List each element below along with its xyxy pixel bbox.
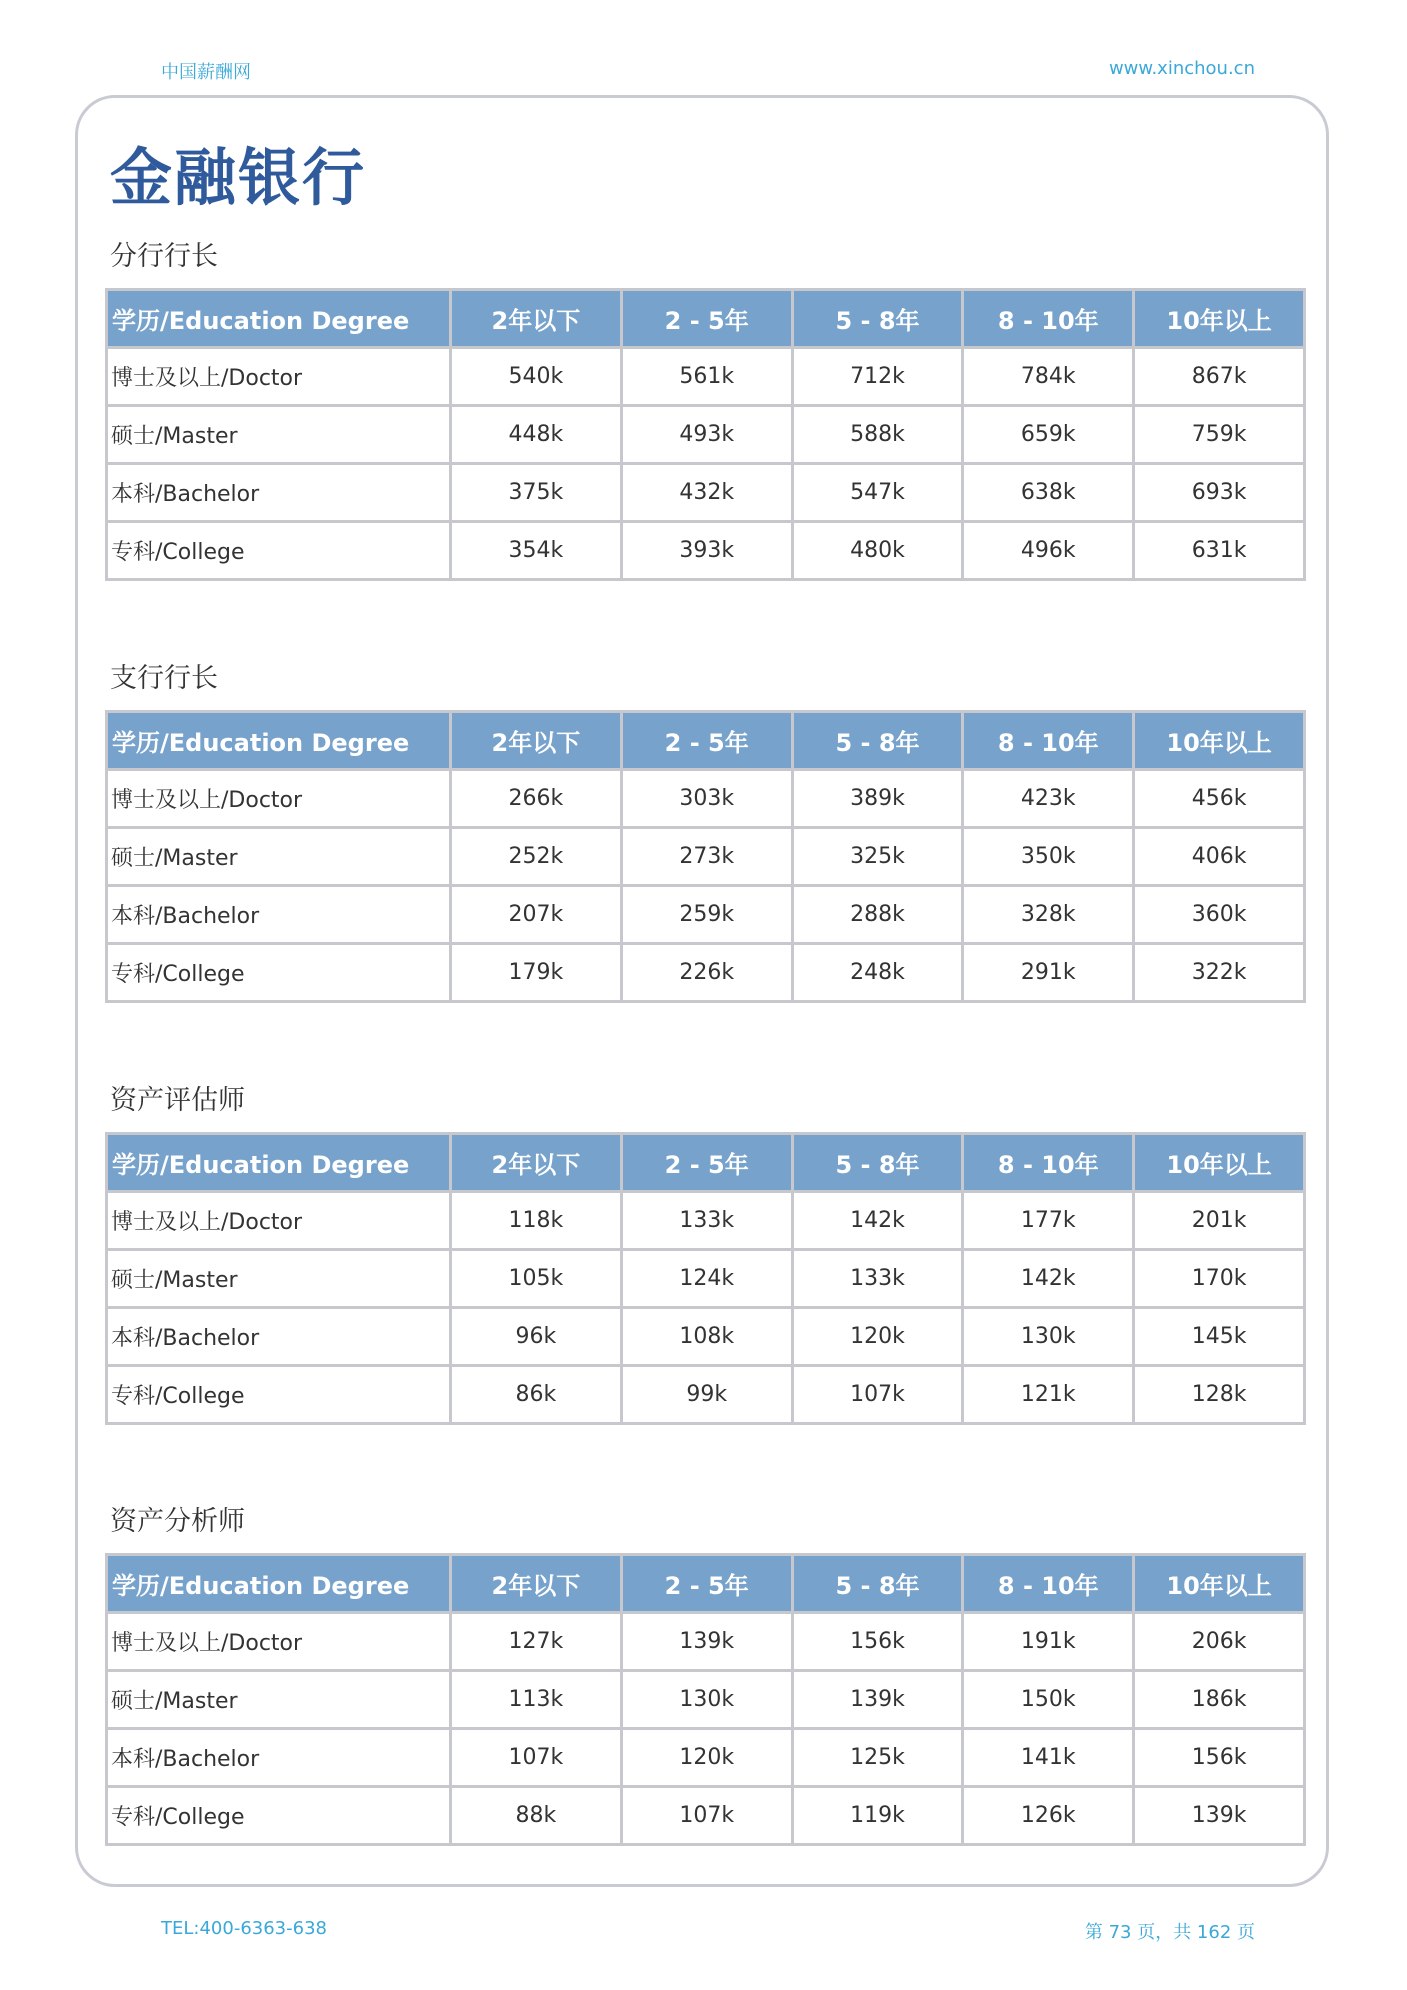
salary-cell: 105k bbox=[451, 1250, 622, 1308]
table-row bbox=[107, 1671, 1305, 1729]
table-header-row bbox=[107, 1555, 1305, 1613]
salary-cell: 638k bbox=[963, 464, 1134, 522]
table-row bbox=[107, 1729, 1305, 1787]
column-header-experience: 10年以上 bbox=[1134, 290, 1305, 348]
table-row bbox=[107, 406, 1305, 464]
column-header-experience: 8 - 10年 bbox=[963, 1555, 1134, 1613]
contact-phone: TEL:400-6363-638 bbox=[161, 1918, 327, 1939]
column-header-experience: 2 - 5年 bbox=[621, 1134, 792, 1192]
salary-cell: 118k bbox=[451, 1192, 622, 1250]
salary-cell: 448k bbox=[451, 406, 622, 464]
salary-cell: 322k bbox=[1134, 944, 1305, 1002]
salary-cell: 561k bbox=[621, 348, 792, 406]
table-row bbox=[107, 1192, 1305, 1250]
site-name: 中国薪酬网 bbox=[161, 62, 251, 83]
degree-cell: 硕士/Master bbox=[107, 828, 451, 886]
table-row bbox=[107, 828, 1305, 886]
salary-cell: 191k bbox=[963, 1613, 1134, 1671]
column-header-degree: 学历/Education Degree bbox=[107, 1555, 451, 1613]
degree-cell: 本科/Bachelor bbox=[107, 886, 451, 944]
column-header-experience: 8 - 10年 bbox=[963, 290, 1134, 348]
degree-cell: 硕士/Master bbox=[107, 406, 451, 464]
salary-cell: 354k bbox=[451, 522, 622, 580]
table-header-row bbox=[107, 712, 1305, 770]
salary-section bbox=[105, 238, 1303, 581]
column-header-experience: 10年以上 bbox=[1134, 1555, 1305, 1613]
salary-table bbox=[105, 710, 1306, 1003]
salary-cell: 108k bbox=[621, 1308, 792, 1366]
salary-cell: 139k bbox=[792, 1671, 963, 1729]
page-title: 金融银行 bbox=[110, 141, 367, 214]
column-header-experience: 2 - 5年 bbox=[621, 1555, 792, 1613]
salary-cell: 107k bbox=[792, 1366, 963, 1424]
salary-cell: 423k bbox=[963, 770, 1134, 828]
table-row bbox=[107, 348, 1305, 406]
column-header-experience: 2年以下 bbox=[451, 712, 622, 770]
page-number: 第 73 页，共 162 页 bbox=[1084, 1922, 1255, 1943]
column-header-experience: 2 - 5年 bbox=[621, 290, 792, 348]
degree-cell: 博士及以上/Doctor bbox=[107, 1613, 451, 1671]
column-header-experience: 2年以下 bbox=[451, 1134, 622, 1192]
salary-cell: 273k bbox=[621, 828, 792, 886]
salary-section bbox=[105, 1503, 1303, 1846]
salary-cell: 693k bbox=[1134, 464, 1305, 522]
salary-section bbox=[105, 660, 1303, 1003]
salary-cell: 540k bbox=[451, 348, 622, 406]
salary-table bbox=[105, 1132, 1306, 1425]
salary-cell: 120k bbox=[621, 1729, 792, 1787]
salary-cell: 291k bbox=[963, 944, 1134, 1002]
salary-cell: 179k bbox=[451, 944, 622, 1002]
salary-section bbox=[105, 1082, 1303, 1425]
salary-cell: 288k bbox=[792, 886, 963, 944]
salary-cell: 496k bbox=[963, 522, 1134, 580]
table-row bbox=[107, 1250, 1305, 1308]
salary-cell: 206k bbox=[1134, 1613, 1305, 1671]
salary-cell: 99k bbox=[621, 1366, 792, 1424]
column-header-experience: 10年以上 bbox=[1134, 712, 1305, 770]
salary-cell: 432k bbox=[621, 464, 792, 522]
salary-cell: 303k bbox=[621, 770, 792, 828]
column-header-experience: 5 - 8年 bbox=[792, 290, 963, 348]
salary-cell: 107k bbox=[621, 1787, 792, 1845]
salary-cell: 130k bbox=[963, 1308, 1134, 1366]
salary-cell: 141k bbox=[963, 1729, 1134, 1787]
salary-cell: 139k bbox=[621, 1613, 792, 1671]
salary-cell: 156k bbox=[792, 1613, 963, 1671]
column-header-degree: 学历/Education Degree bbox=[107, 1134, 451, 1192]
column-header-experience: 5 - 8年 bbox=[792, 1555, 963, 1613]
site-url[interactable]: www.xinchou.cn bbox=[1108, 58, 1255, 79]
degree-cell: 博士及以上/Doctor bbox=[107, 770, 451, 828]
salary-cell: 139k bbox=[1134, 1787, 1305, 1845]
degree-cell: 专科/College bbox=[107, 944, 451, 1002]
salary-cell: 201k bbox=[1134, 1192, 1305, 1250]
salary-cell: 107k bbox=[451, 1729, 622, 1787]
salary-cell: 145k bbox=[1134, 1308, 1305, 1366]
table-row bbox=[107, 1366, 1305, 1424]
salary-cell: 867k bbox=[1134, 348, 1305, 406]
salary-cell: 712k bbox=[792, 348, 963, 406]
column-header-experience: 8 - 10年 bbox=[963, 712, 1134, 770]
salary-cell: 406k bbox=[1134, 828, 1305, 886]
column-header-experience: 5 - 8年 bbox=[792, 1134, 963, 1192]
salary-cell: 177k bbox=[963, 1192, 1134, 1250]
degree-cell: 博士及以上/Doctor bbox=[107, 1192, 451, 1250]
salary-table bbox=[105, 288, 1306, 581]
salary-cell: 128k bbox=[1134, 1366, 1305, 1424]
salary-cell: 113k bbox=[451, 1671, 622, 1729]
salary-cell: 588k bbox=[792, 406, 963, 464]
salary-cell: 121k bbox=[963, 1366, 1134, 1424]
salary-cell: 360k bbox=[1134, 886, 1305, 944]
section-title: 支行行长 bbox=[110, 663, 218, 694]
salary-cell: 759k bbox=[1134, 406, 1305, 464]
section-title: 分行行长 bbox=[110, 241, 218, 272]
salary-cell: 226k bbox=[621, 944, 792, 1002]
salary-cell: 133k bbox=[621, 1192, 792, 1250]
salary-cell: 88k bbox=[451, 1787, 622, 1845]
table-row bbox=[107, 1787, 1305, 1845]
salary-cell: 96k bbox=[451, 1308, 622, 1366]
section-title: 资产分析师 bbox=[110, 1506, 245, 1537]
salary-cell: 631k bbox=[1134, 522, 1305, 580]
salary-cell: 252k bbox=[451, 828, 622, 886]
salary-cell: 130k bbox=[621, 1671, 792, 1729]
column-header-degree: 学历/Education Degree bbox=[107, 290, 451, 348]
salary-cell: 124k bbox=[621, 1250, 792, 1308]
salary-cell: 119k bbox=[792, 1787, 963, 1845]
degree-cell: 硕士/Master bbox=[107, 1671, 451, 1729]
salary-cell: 456k bbox=[1134, 770, 1305, 828]
salary-cell: 170k bbox=[1134, 1250, 1305, 1308]
salary-cell: 547k bbox=[792, 464, 963, 522]
table-row bbox=[107, 770, 1305, 828]
salary-cell: 375k bbox=[451, 464, 622, 522]
salary-cell: 150k bbox=[963, 1671, 1134, 1729]
salary-cell: 350k bbox=[963, 828, 1134, 886]
degree-cell: 专科/College bbox=[107, 1787, 451, 1845]
table-row bbox=[107, 944, 1305, 1002]
salary-cell: 186k bbox=[1134, 1671, 1305, 1729]
column-header-experience: 5 - 8年 bbox=[792, 712, 963, 770]
column-header-experience: 8 - 10年 bbox=[963, 1134, 1134, 1192]
table-header-row bbox=[107, 290, 1305, 348]
salary-cell: 142k bbox=[792, 1192, 963, 1250]
column-header-experience: 2年以下 bbox=[451, 1555, 622, 1613]
column-header-experience: 2 - 5年 bbox=[621, 712, 792, 770]
salary-cell: 393k bbox=[621, 522, 792, 580]
table-row bbox=[107, 522, 1305, 580]
table-row bbox=[107, 1613, 1305, 1671]
salary-cell: 259k bbox=[621, 886, 792, 944]
salary-cell: 126k bbox=[963, 1787, 1134, 1845]
table-row bbox=[107, 464, 1305, 522]
salary-cell: 480k bbox=[792, 522, 963, 580]
section-title: 资产评估师 bbox=[110, 1085, 245, 1116]
degree-cell: 专科/College bbox=[107, 522, 451, 580]
salary-cell: 125k bbox=[792, 1729, 963, 1787]
salary-cell: 133k bbox=[792, 1250, 963, 1308]
salary-cell: 142k bbox=[963, 1250, 1134, 1308]
degree-cell: 博士及以上/Doctor bbox=[107, 348, 451, 406]
column-header-experience: 10年以上 bbox=[1134, 1134, 1305, 1192]
salary-cell: 207k bbox=[451, 886, 622, 944]
salary-cell: 328k bbox=[963, 886, 1134, 944]
salary-cell: 248k bbox=[792, 944, 963, 1002]
table-header-row bbox=[107, 1134, 1305, 1192]
salary-table bbox=[105, 1553, 1306, 1846]
salary-cell: 120k bbox=[792, 1308, 963, 1366]
salary-cell: 127k bbox=[451, 1613, 622, 1671]
salary-cell: 266k bbox=[451, 770, 622, 828]
salary-cell: 659k bbox=[963, 406, 1134, 464]
column-header-degree: 学历/Education Degree bbox=[107, 712, 451, 770]
degree-cell: 专科/College bbox=[107, 1366, 451, 1424]
table-row bbox=[107, 886, 1305, 944]
column-header-experience: 2年以下 bbox=[451, 290, 622, 348]
salary-cell: 784k bbox=[963, 348, 1134, 406]
degree-cell: 本科/Bachelor bbox=[107, 464, 451, 522]
salary-cell: 86k bbox=[451, 1366, 622, 1424]
degree-cell: 本科/Bachelor bbox=[107, 1729, 451, 1787]
salary-cell: 389k bbox=[792, 770, 963, 828]
salary-cell: 493k bbox=[621, 406, 792, 464]
degree-cell: 本科/Bachelor bbox=[107, 1308, 451, 1366]
salary-cell: 156k bbox=[1134, 1729, 1305, 1787]
table-row bbox=[107, 1308, 1305, 1366]
salary-cell: 325k bbox=[792, 828, 963, 886]
degree-cell: 硕士/Master bbox=[107, 1250, 451, 1308]
